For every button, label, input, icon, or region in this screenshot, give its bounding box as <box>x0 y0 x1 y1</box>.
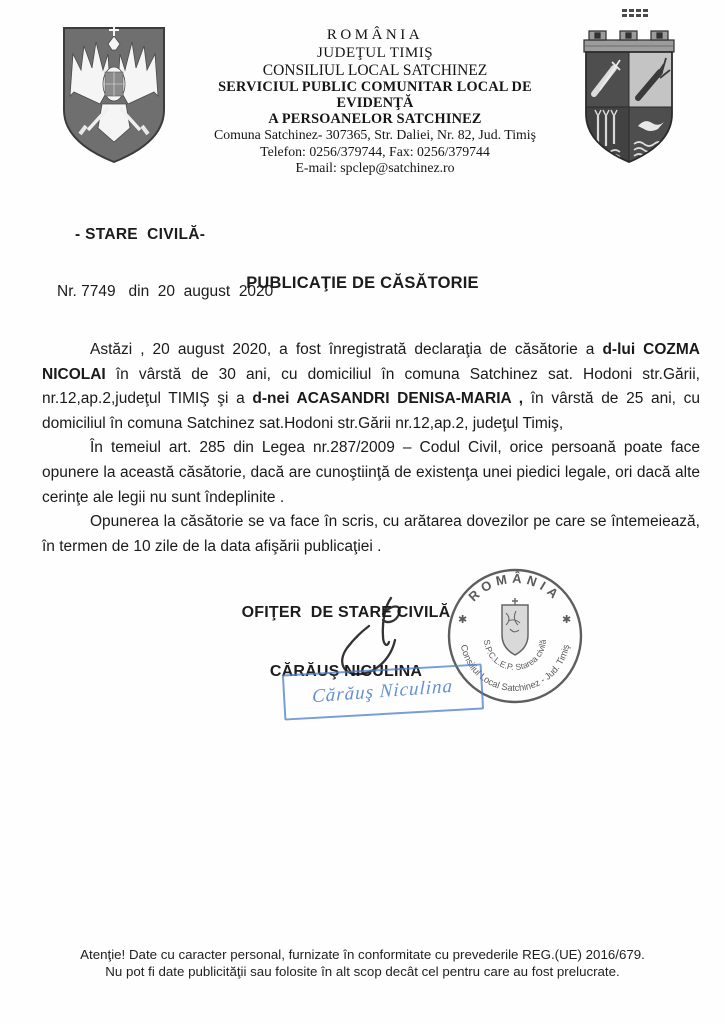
letterhead-service-line1: SERVICIUL PUBLIC COMUNITAR LOCAL DE EVIDENŢĂ <box>218 79 532 111</box>
document-body <box>42 338 700 559</box>
registry-block <box>57 188 273 339</box>
registry-number-line: Nr. 7749 din 20 august 2020 <box>57 283 274 300</box>
document-title: PUBLICAŢIE DE CĂSĂTORIE <box>246 274 479 292</box>
paragraph-legal-basis: În temeiul art. 285 din Legea nr.287/2009 – Codul Civil, orice persoană poate face opunere la această căsătorie, dacă are cunoştiinţă de existenţa unei piedici legale, ori dacă alte cerinţe ale legii nu sunt îndeplinite . <box>42 439 700 506</box>
blue-stamp-signature-text: Cărăuş Niculina <box>312 675 454 708</box>
officer-title: OFIŢER DE STARE CIVILĂ <box>241 604 451 621</box>
stamp-star-right-icon: ✱ <box>562 614 572 626</box>
letterhead-email: E-mail: spclep@satchinez.ro <box>295 160 455 175</box>
paragraph-opposition: Opunerea la căsătorie se va face în scris, cu arătarea dovezilor pe care se întemeiează, în termen de 10 zile de la data afişării publicaţiei . <box>42 513 700 555</box>
letterhead-phone: Telefon: 0256/379744, Fax: 0256/379744 <box>260 143 490 159</box>
groom-name: d-lui COZMA NICOLAI <box>42 341 700 383</box>
satchinez-coat-of-arms-icon <box>576 4 682 170</box>
paragraph-declaration <box>42 338 700 436</box>
footer-line1: Atenţie! Date cu caracter personal, furnizate în conformitate cu prevederile REG.(UE) 2016/679. <box>80 947 645 962</box>
letterhead-country: ROMÂNIA <box>326 27 424 43</box>
stamp-country-text: ROMÂNIA <box>465 570 565 605</box>
stamp-inner-text: S.P.C.L.E.P. Starea civilă <box>481 638 549 673</box>
letterhead-county: JUDEŢUL TIMIŞ <box>316 45 434 61</box>
letterhead <box>200 26 550 177</box>
stamp-star-left-icon: ✱ <box>458 614 468 626</box>
para1-text: Astăzi , 20 august 2020, a fost înregistrată declaraţia de căsătorie a <box>90 341 603 358</box>
registry-section-title: - STARE CIVILĂ- <box>75 226 206 243</box>
letterhead-council: CONSILIUL LOCAL SATCHINEZ <box>262 62 488 79</box>
bride-name: d-nei ACASANDRI DENISA-MARIA , <box>252 390 524 408</box>
scan-marks-icon <box>622 9 648 17</box>
letterhead-service-line2: A PERSOANELOR SATCHINEZ <box>268 111 482 127</box>
stamp-center-shield-icon <box>502 598 528 655</box>
footer-notice <box>0 946 725 980</box>
letterhead-address: Comuna Satchinez- 307365, Str. Daliei, Nr. 82, Jud. Timiş <box>214 127 536 142</box>
officer-name: CĂRĂUŞ NICULINA <box>269 662 423 680</box>
footer-line2: Nu pot fi date publicităţii sau folosite în alt scop decât cel pentru care au fost prelucrate. <box>105 964 620 979</box>
para1-text: în vârstă de 25 ani, cu domiciliul în comuna Satchinez sat.Hodoni str.Gării nr.12,ap.2, judeţul Timiş, <box>42 390 700 432</box>
stamp-ring-text: Consiliul Local Satchinez - Jud. Timiş <box>458 643 572 694</box>
romania-coat-of-arms-icon <box>58 24 170 166</box>
para1-text: în vârstă de 30 ani, cu domiciliul în comuna Satchinez sat. Hodoni str.Gării, nr.12,ap.2,judeţul TIMIŞ şi a <box>42 365 700 408</box>
handwritten-signature <box>325 592 440 677</box>
